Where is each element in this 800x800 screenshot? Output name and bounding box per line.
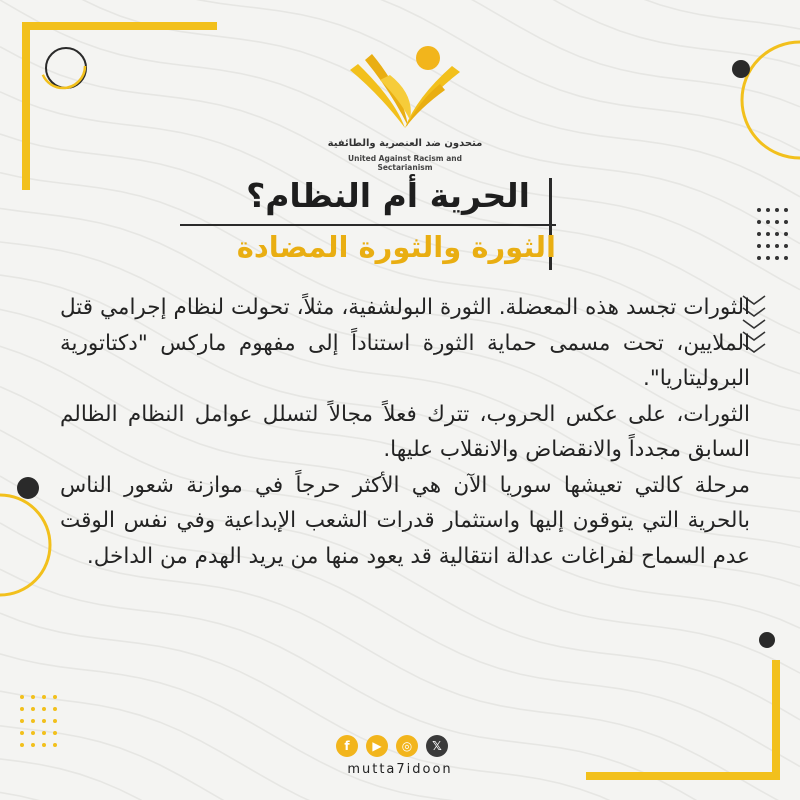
dot-grid-right [757,208,788,260]
social-links [336,735,448,757]
article-body [60,290,750,574]
social-handle: mutta7idoon [347,762,453,777]
dot-grid-left [20,695,57,747]
facebook-icon[interactable]: f [336,735,358,757]
logo-icon [320,40,490,136]
brand-logo [320,40,490,170]
brand-name-english: United Against Racism and Sectarianism [348,154,462,172]
x-icon[interactable]: 𝕏 [426,735,448,757]
instagram-icon[interactable]: ◎ [396,735,418,757]
youtube-icon[interactable]: ▶ [366,735,388,757]
paragraph: الثورات، على عكس الحروب، تترك فعلاً مجالاً لتسلل عوامل النظام الظالم السابق مجدداً والانقضاض والانقلاب عليها. [60,401,750,462]
paragraph: الثورات تجسد هذه المعضلة. الثورة البولشفية، مثلاً، تحولت لنظام إجرامي قتل الملايين، تحت مسمى حماية الثورة استناداً إلى مفهوم ماركس "دكتاتورية البروليتاريا". [60,295,750,391]
brand-name-arabic: متحدون ضد العنصرية والطائفية [327,138,483,149]
paragraph: مرحلة كالتي تعيشها سوريا الآن هي الأكثر حرجاً في موازنة شعور الناس بالحرية التي يتوقون إليها واستثمار قدرات الشعب الإبداعية وفي نفس الوقت عدم السماح لفراغات عدالة انتقالية قد يعود منها من يريد الهدم من الداخل. [60,472,750,569]
wave-line [0,792,800,800]
page-subtitle: الثورة والثورة المضادة [236,230,556,264]
title-divider-horizontal [180,224,556,226]
page-title: الحرية أم النظام؟ [246,176,530,215]
